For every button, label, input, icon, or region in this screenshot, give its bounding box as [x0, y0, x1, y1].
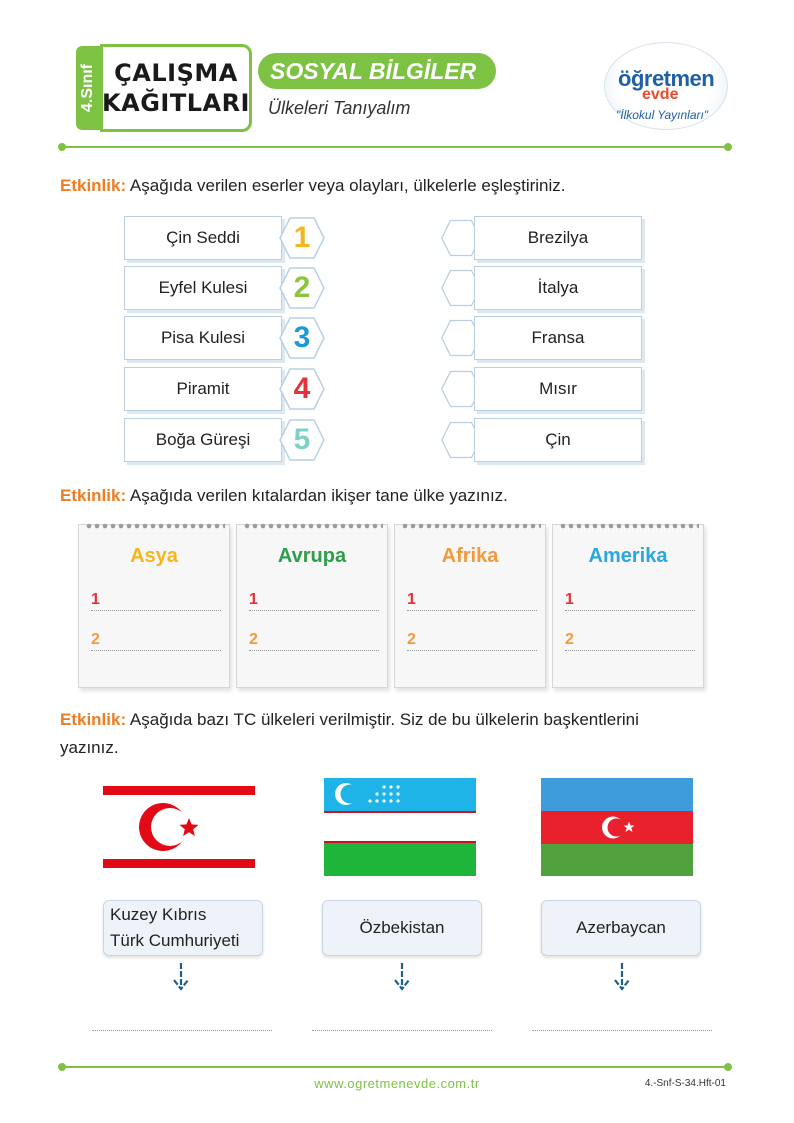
footer-code: 4.-Snf-S-34.Hft-01 — [644, 1078, 726, 1089]
line-number: 1 — [407, 591, 416, 608]
activity-3-instruction — [60, 706, 734, 762]
country-name-card — [541, 900, 701, 956]
activity-label: Etkinlik: — [60, 710, 127, 729]
worksheet-title — [100, 44, 252, 132]
answer-line[interactable] — [407, 633, 537, 651]
answer-line[interactable] — [565, 633, 695, 651]
logo-text-2: evde — [642, 86, 679, 103]
country-name-card — [322, 900, 482, 956]
capital-answer-line[interactable] — [92, 1030, 272, 1031]
line-number: 2 — [565, 631, 574, 648]
country-name-card — [103, 900, 263, 956]
number-label: 1 — [293, 221, 311, 254]
grade-label: 4.Sınıf — [79, 63, 96, 113]
country-card[interactable]: Fransa — [474, 316, 642, 360]
activity-label: Etkinlik: — [60, 486, 127, 505]
continent-note — [78, 524, 230, 688]
country-card[interactable]: Mısır — [474, 367, 642, 411]
logo-text-1: öğretmen — [618, 66, 715, 91]
number-hexagon — [278, 418, 326, 462]
work-card[interactable]: Çin Seddi — [124, 216, 282, 260]
publisher-logo — [604, 42, 728, 130]
title-line-1: ÇALIŞMA — [114, 59, 238, 87]
subject-pill: SOSYAL BİLGİLER — [258, 53, 496, 89]
country-name-line-1: Özbekistan — [359, 918, 445, 937]
country-card[interactable]: İtalya — [474, 266, 642, 310]
topic-title: Ülkeleri Tanıyalım — [268, 98, 411, 118]
capital-answer-line[interactable] — [532, 1030, 712, 1031]
line-number: 2 — [407, 631, 416, 648]
continent-name: Amerika — [588, 545, 668, 567]
country-card[interactable]: Çin — [474, 418, 642, 462]
footer-divider — [62, 1066, 728, 1068]
number-label: 4 — [293, 372, 311, 405]
number-hexagon — [278, 316, 326, 360]
activity-text: Aşağıda verilen kıtalardan ikişer tane ülke yazınız. — [126, 486, 508, 505]
work-card[interactable]: Boğa Güreşi — [124, 418, 282, 462]
continent-name: Asya — [130, 545, 178, 567]
spiral-rings-icon — [85, 521, 225, 531]
country-name — [359, 915, 444, 941]
continent-name: Avrupa — [277, 545, 347, 567]
uzbekistan-flag — [324, 778, 476, 876]
activity-2-instruction — [60, 482, 508, 510]
down-arrow-icon — [612, 962, 632, 992]
line-number: 2 — [249, 631, 258, 648]
answer-line[interactable] — [249, 593, 379, 611]
country-card[interactable]: Brezilya — [474, 216, 642, 260]
activity-label: Etkinlik: — [60, 176, 127, 195]
number-hexagon — [278, 216, 326, 260]
line-number: 1 — [565, 591, 574, 608]
answer-line[interactable] — [91, 593, 221, 611]
spiral-rings-icon — [401, 521, 541, 531]
activity-text: Aşağıda verilen eserler veya olayları, ülkelerle eşleştiriniz. — [126, 176, 566, 195]
country-name-line-1: Kuzey Kıbrıs — [110, 905, 207, 924]
country-name — [110, 902, 239, 954]
header-divider — [62, 146, 728, 148]
number-hexagon — [278, 266, 326, 310]
continent-name: Afrika — [441, 545, 499, 567]
number-label: 3 — [293, 321, 311, 354]
continent-note — [236, 524, 388, 688]
line-number: 1 — [249, 591, 258, 608]
activity-1-instruction — [60, 172, 566, 200]
spiral-rings-icon — [243, 521, 383, 531]
country-name-line-1: Azerbaycan — [576, 918, 666, 937]
number-label: 5 — [293, 423, 311, 456]
azerbaijan-flag — [541, 778, 693, 876]
title-line-2: KAĞITLARI — [102, 89, 250, 117]
answer-line[interactable] — [91, 633, 221, 651]
answer-line[interactable] — [249, 633, 379, 651]
continent-note — [394, 524, 546, 688]
country-name — [576, 915, 666, 941]
activity-text-2: yazınız. — [60, 738, 119, 757]
number-hexagon — [278, 367, 326, 411]
line-number: 1 — [91, 591, 100, 608]
capital-answer-line[interactable] — [312, 1030, 492, 1031]
logo-text-3: "İlkokul Yayınları" — [616, 108, 709, 122]
country-name-line-2: Türk Cumhuriyeti — [110, 931, 240, 950]
spiral-rings-icon — [559, 521, 699, 531]
footer-url[interactable]: www.ogretmenevde.com.tr — [314, 1076, 480, 1091]
trnc-flag — [103, 778, 255, 876]
grade-tab — [76, 46, 100, 130]
work-card[interactable]: Piramit — [124, 367, 282, 411]
activity-text: Aşağıda bazı TC ülkeleri verilmiştir. Siz de bu ülkelerin başkentlerini — [126, 710, 639, 729]
work-card[interactable]: Eyfel Kulesi — [124, 266, 282, 310]
answer-line[interactable] — [565, 593, 695, 611]
down-arrow-icon — [171, 962, 191, 992]
number-label: 2 — [293, 271, 311, 304]
line-number: 2 — [91, 631, 100, 648]
continent-note — [552, 524, 704, 688]
answer-line[interactable] — [407, 593, 537, 611]
down-arrow-icon — [392, 962, 412, 992]
work-card[interactable]: Pisa Kulesi — [124, 316, 282, 360]
